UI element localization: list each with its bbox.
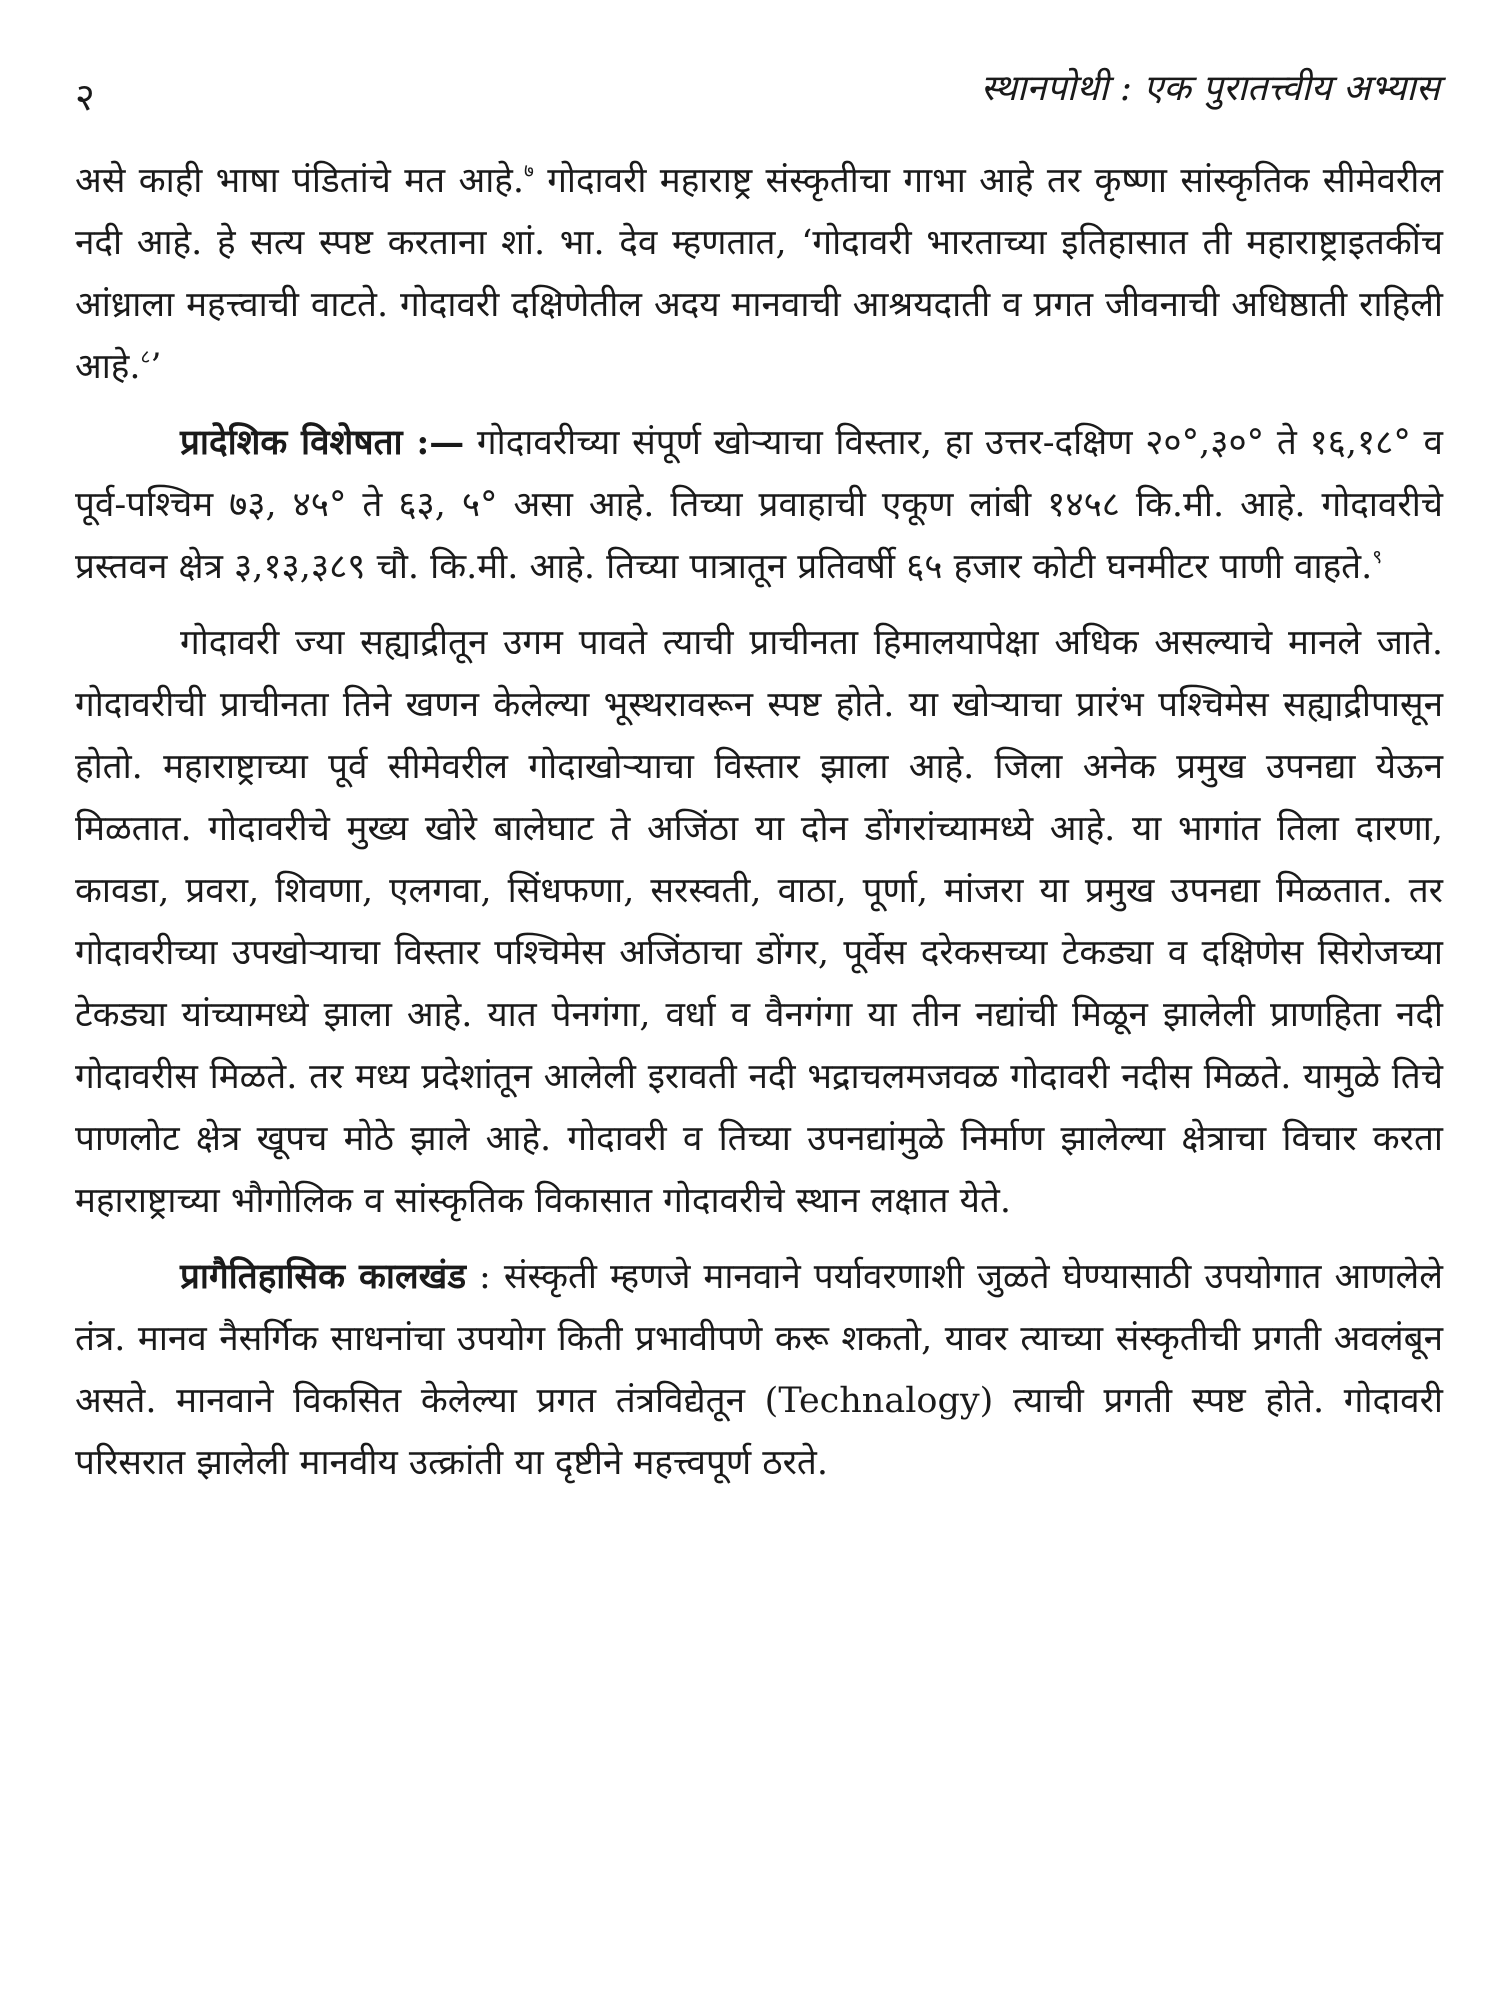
paragraph-intro [75, 150, 1443, 398]
section-heading: प्रागैतिहासिक कालखंड [180, 1256, 467, 1297]
closing-quote: ’ [150, 347, 162, 387]
paragraph-text: असे काही भाषा पंडितांचे मत आहे. [75, 161, 524, 201]
footnote-marker: ७ [523, 160, 534, 183]
paragraph-text: : संस्कृती म्हणजे मानवाने पर्यावरणाशी जुळते घेण्यासाठी उपयोगात आणलेले तंत्र. मानव नैसर्गिक साधनांचा उपयोग किती प्रभावीपणे करू शकतो, यावर त्याच्या संस्कृतीची प्रगती अवलंबून असते. मानवाने विकसित केलेल्या प्रगत तंत्रविद्येतून (Technalogy) त्याची प्रगती स्पष्ट होते. गोदावरी परिसरात झालेली मानवीय उत्क्रांती या दृष्टीने महत्त्वपूर्ण ठरते. [75, 1257, 1443, 1483]
footnote-marker: ८ [140, 346, 151, 369]
paragraph-text: गोदावरी महाराष्ट्र संस्कृतीचा गाभा आहे तर कृष्णा सांस्कृतिक सीमेवरील नदी आहे. हे सत्य स्पष्ट करताना शां. भा. देव म्हणतात, ‘गोदावरी भारताच्या इतिहासात ती महाराष्ट्राइतकींच आंध्राला महत्त्वाची वाटते. गोदावरी दक्षिणेतील अदय मानवाची आश्रयदाती व प्रगत जीवनाची अधिष्ठाती राहिली आहे. [75, 161, 1444, 387]
section-heading: प्रादेशिक विशेषता :— [180, 422, 465, 463]
paragraph-regional-features [75, 412, 1443, 598]
paragraph-text: गोदावरी ज्या सह्याद्रीतून उगम पावते त्याची प्राचीनता हिमालयापेक्षा अधिक असल्याचे मानले जाते. गोदावरीची प्राचीनता तिने खणन केलेल्या भूस्थरावरून स्पष्ट होते. या खोऱ्याचा प्रारंभ पश्चिमेस सह्याद्रीपासून होतो. महाराष्ट्राच्या पूर्व सीमेवरील गोदाखोऱ्याचा विस्तार झाला आहे. जिला अनेक प्रमुख उपनद्या येऊन मिळतात. गोदावरीचे मुख्य खोरे बालेघाट ते अजिंठा या दोन डोंगरांच्यामध्ये आहे. या भागांत तिला दारणा, कावडा, प्रवरा, शिवणा, एलगवा, सिंधफणा, सरस्वती, वाठा, पूर्णा, मांजरा या प्रमुख उपनद्या मिळतात. तर गोदावरीच्या उपखोऱ्याचा विस्तार पश्चिमेस अजिंठाचा डोंगर, पूर्वेस दरेकसच्या टेकड्या व दक्षिणेस सिरोजच्या टेकड्या यांच्यामध्ये झाला आहे. यात पेनगंगा, वर्धा व वैनगंगा या तीन नद्यांची मिळून झालेली प्राणहिता नदी गोदावरीस मिळते. तर मध्य प्रदेशांतून आलेली इरावती नदी भद्राचलमजवळ गोदावरी नदीस मिळते. यामुळे तिचे पाणलोट क्षेत्र खूपच मोठे झाले आहे. गोदावरी व तिच्या उपनद्यांमुळे निर्माण झालेल्या क्षेत्राचा विचार करता महाराष्ट्राच्या भौगोलिक व सांस्कृतिक विकासात गोदावरीचे स्थान लक्षात येते. [75, 623, 1443, 1221]
page-body [75, 150, 1443, 1508]
paragraph-prehistoric-period [75, 1246, 1443, 1494]
paragraph-godavari-basin [75, 612, 1443, 1232]
footnote-marker: ९ [1372, 546, 1383, 569]
page-header [75, 62, 1440, 122]
running-head: स्थानपोथी : एक पुरातत्त्वीय अभ्यास [980, 68, 1440, 109]
page-number: २ [75, 75, 95, 119]
paragraph-text: गोदावरीच्या संपूर्ण खोऱ्याचा विस्तार, हा उत्तर-दक्षिण २०°,३०° ते १६,१८° व पूर्व-पश्चिम ७३, ४५° ते ६३, ५° असा आहे. तिच्या प्रवाहाची एकूण लांबी १४५८ कि.मी. आहे. गोदावरीचे प्रस्तवन क्षेत्र ३,१३,३८९ चौ. कि.मी. आहे. तिच्या पात्रातून प्रतिवर्षी ६५ हजार कोटी घनमीटर पाणी वाहते. [75, 423, 1443, 587]
